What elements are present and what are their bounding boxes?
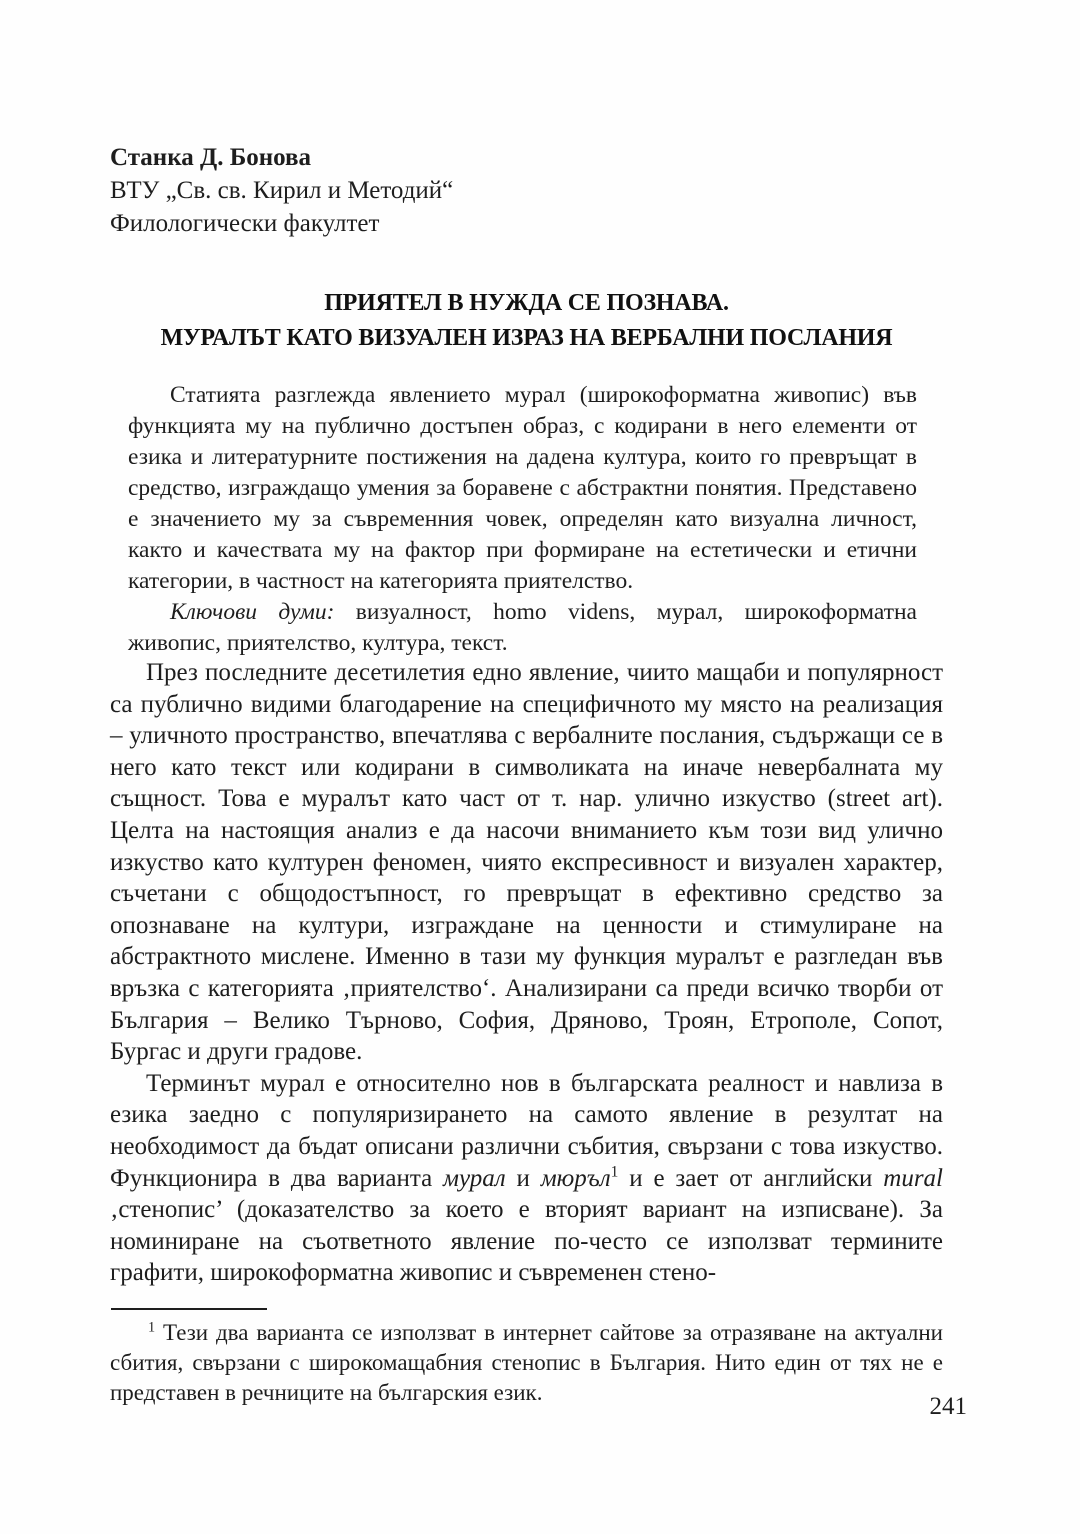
article-header [110,141,943,240]
paragraph: Терминът мурал е относително нов в българската реалност и навлиза в езика заедно с популяризирането на самото явление в резултат на необходимост да бъдат описани различни събития, свързани с това изкуство. Функционира в два варианта мурал и мюръл$^1$ и е зает от английски mural ‚стенопис’ (доказателство за което е вторият вариант на изписване). За номиниране на съответното явление по-често се използват термините графити, широкоформатна живопис и съвременен стено- [110,1069,943,1287]
footnote-separator [111,1308,267,1310]
page-number: 241 [929,1393,967,1420]
author-affiliation-university: ВТУ „Св. св. Кирил и Методий“ [110,177,454,204]
paragraph: Ключови думи: визуалност, homo videns, мурал, широкоформатна живопис, приятелство, култура, текст. [128,599,917,656]
article-title [110,286,943,356]
author-name: Станка Д. Бонова [110,144,312,171]
article-title-line-1: ПРИЯТЕЛ В НУЖДА СЕ ПОЗНАВА. [324,290,729,316]
author-affiliation-faculty: Филологически факултет [110,210,380,237]
paragraph: $^1$ Тези два варианта се използват в интернет сайтове за отразяване на актуални сбития, свързани с широкомащабния стенопис в България. Нито един от тях не е представен в речниците на българския език. [110,1319,943,1405]
paragraph: Статията разглежда явлението мурал (широкоформатна живопис) във функцията му на публично достъпен образ, с кодирани в него елементи от езика и литературните постижения на дадена култура, които го превръщат в средство, изграждащо умения за боравене с абстрактни понятия. Представено е значението му за съвременния човек, определян като визуална личност, както и качествата му на фактор при формиране на естетически и етични категории, в частност на категорията приятелство. [128,382,917,594]
paragraph: През последните десетилетия едно явление, чиито мащаби и популярност са публично видими благодарение на специфичното му място на реализация – уличното пространство, впечатлява с вербалните послания, съдържащи се в него като текст или кодирани в символиката на иначе невербалната му същност. Това е муралът като част от т. нар. улично изкуство (street art). Целта на настоящия анализ е да насочи вниманието към този вид улично изкуство като културен феномен, чиято експресивност и визуален характер, съчетани с общодостъпност, го превръщат в ефективно средство за опознаване на култури, изграждане на ценности и стимулиране на абстрактното мислене. Именно в тази му функция муралът е разгледан във връзка с категорията ‚приятелство‘. Анализирани са преди всичко творби от България – Велико Търново, София, Дряново, Троян, Етрополе, Сопот, Бургас и други градове. [110,659,943,1066]
article-body [110,657,943,1289]
article-title-line-2: МУРАЛЪТ КАТО ВИЗУАЛЕН ИЗРАЗ НА ВЕРБАЛНИ ПОСЛАНИЯ [160,325,893,351]
abstract [128,380,917,659]
